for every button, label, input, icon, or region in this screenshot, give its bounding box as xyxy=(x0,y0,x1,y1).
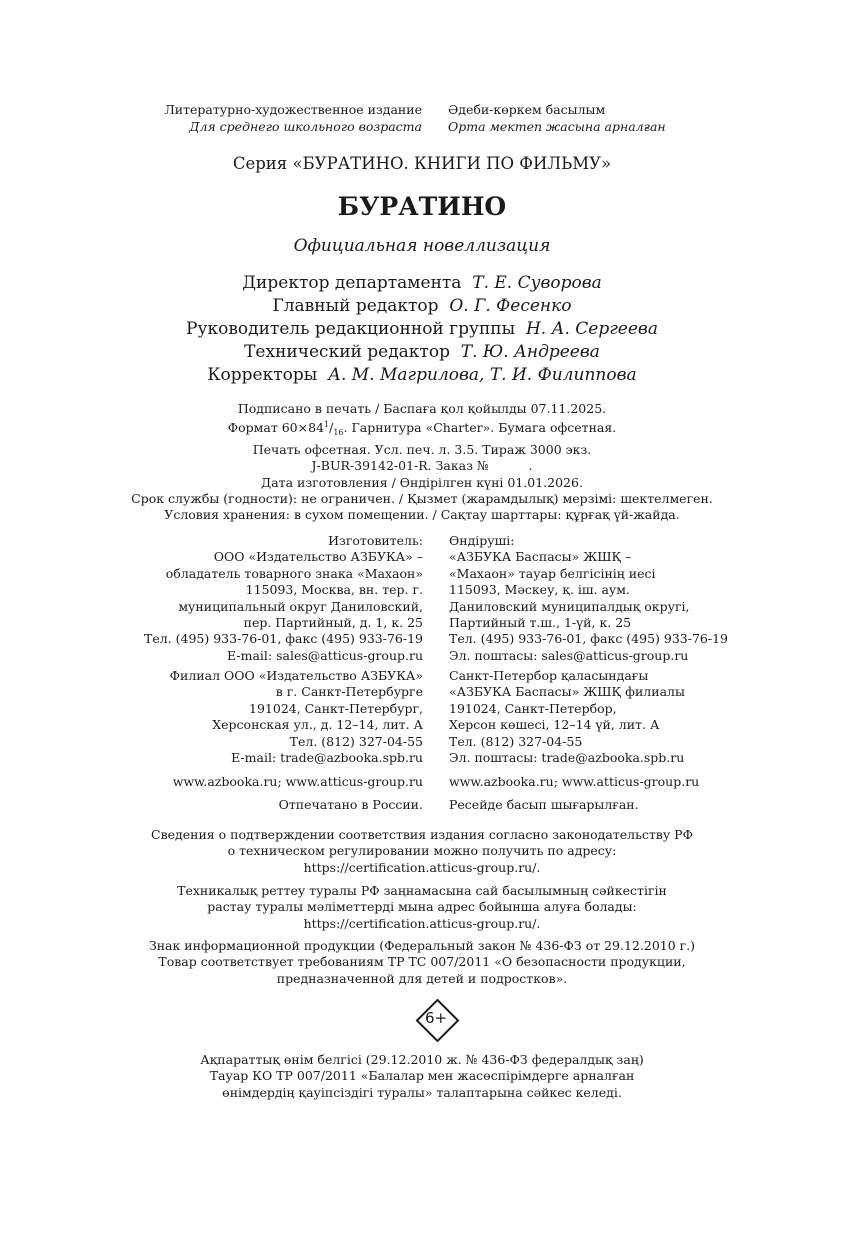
imprint-date: Дата изготовления / Өндірілген күні 01.01.2026. xyxy=(261,474,583,490)
certification-ru xyxy=(0,827,844,876)
imprint-format xyxy=(0,417,844,441)
imprint-print: Печать офсетная. Усл. печ. л. 3.5. Тираж 3000 экз. xyxy=(252,441,592,457)
credit-role: Корректоры xyxy=(207,365,318,385)
branch-kz-line: 191024, Санкт-Петербор, xyxy=(449,700,617,716)
info-product-kz xyxy=(0,1052,844,1101)
manufacturer-kz-line: Өндіруші: xyxy=(449,533,515,548)
manufacturer-ru-line: Тел. (495) 933-76-01, факс (495) 933-76-19 xyxy=(144,631,423,647)
credit-role: Главный редактор xyxy=(272,296,439,316)
credit-name: Т. Ю. Андреева xyxy=(460,342,600,362)
format-slash: / xyxy=(329,420,334,436)
manufacturer-kz-line: Тел. (495) 933-76-01, факс (495) 933-76-19 xyxy=(449,631,728,647)
certification-kz-line: https://certification.atticus-group.ru/. xyxy=(303,915,541,931)
branch-kz xyxy=(449,668,839,766)
credit-name: Т. Е. Суворова xyxy=(472,273,602,293)
genre-ru-line1: Литературно-художественное издание xyxy=(164,102,422,117)
branch-ru-line: Тел. (812) 327-04-55 xyxy=(289,733,423,749)
format-sup: 1 xyxy=(324,420,330,430)
credit-name: Н. А. Сергеева xyxy=(525,319,658,339)
certification-kz-line: Техникалық реттеу туралы РФ заңнамасына сай басылымның сәйкестігін xyxy=(177,883,667,898)
genre-kz xyxy=(448,101,828,135)
imprint-block xyxy=(0,401,844,524)
manufacturer-ru-line: обладатель товарного знака «Махаон» xyxy=(165,565,423,581)
manufacturer-ru xyxy=(23,533,423,664)
credit-name: А. М. Магрилова, Т. И. Филиппова xyxy=(328,365,637,385)
format-rest: . Гарнитура «Charter». Бумага офсетная. xyxy=(343,420,617,436)
certification-ru-line: Сведения о подтверждении соответствия издания согласно законодательству РФ xyxy=(151,827,693,842)
manufacturer-kz-line: 115093, Мәскеу, қ. іш. аум. xyxy=(449,582,630,598)
manufacturer-kz-line: Партийный т.ш., 1-үй, к. 25 xyxy=(449,615,632,631)
manufacturer-ru-line: пер. Партийный, д. 1, к. 25 xyxy=(243,615,423,631)
printed-kz: Ресейде басып шығарылған. xyxy=(449,797,639,812)
manufacturer-kz-line: Эл. поштасы: sales@atticus-group.ru xyxy=(449,647,689,663)
websites-kz: www.azbooka.ru; www.atticus-group.ru xyxy=(449,774,700,789)
credit-role: Директор департамента xyxy=(242,273,462,293)
info-kz-line: өнімдердің қауіпсіздігі туралы» талаптарына сәйкес келеді. xyxy=(222,1084,622,1100)
credits-block xyxy=(0,272,844,387)
manufacturer-ru-line: ООО «Издательство АЗБУКА» – xyxy=(213,549,423,565)
imprint-order: J-BUR-39142-01-R. Заказ № . xyxy=(311,458,533,474)
credit-line xyxy=(0,341,844,364)
imprint-signed: Подписано в печать / Баспаға қол қойылды 07.11.2025. xyxy=(237,401,607,416)
branch-ru-line: Херсонская ул., д. 12–14, лит. А xyxy=(212,717,423,733)
info-product-ru xyxy=(0,938,844,987)
series-line: Серия «БУРАТИНО. КНИГИ ПО ФИЛЬМУ» xyxy=(232,154,612,173)
genre-kz-line2: Орта мектеп жасына арналған xyxy=(448,119,666,134)
manufacturer-kz-line: «АЗБУКА Баспасы» ЖШҚ – xyxy=(449,549,632,565)
websites-ru: www.azbooka.ru; www.atticus-group.ru xyxy=(172,774,423,789)
branch-ru-line: 191024, Санкт-Петербург, xyxy=(249,700,423,716)
certification-kz xyxy=(0,883,844,932)
manufacturer-ru-line: 115093, Москва, вн. тер. г. xyxy=(245,582,423,598)
book-subtitle: Официальная новеллизация xyxy=(293,236,551,256)
certification-kz-line: растау туралы мәліметтерді мына адрес бойынша алуға болады: xyxy=(207,899,637,915)
age-rating-text: 6+ xyxy=(424,1009,448,1027)
credit-line xyxy=(0,364,844,387)
imprint-storage: Условия хранения: в сухом помещении. / Сақтау шарттары: құрғақ үй-жайда. xyxy=(164,507,680,523)
branch-ru-line: E-mail: trade@azbooka.spb.ru xyxy=(231,750,423,766)
format-sub: 16 xyxy=(333,428,344,438)
branch-kz-line: Эл. поштасы: trade@azbooka.spb.ru xyxy=(449,750,685,766)
info-kz-line: Ақпараттық өнім белгісі (29.12.2010 ж. № 436-ФЗ федералдық заң) xyxy=(200,1052,644,1067)
certification-ru-line: о техническом регулировании можно получить по адресу: xyxy=(227,843,617,859)
info-ru-line: предназначенной для детей и подростков». xyxy=(276,970,568,986)
info-ru-line: Знак информационной продукции (Федеральный закон № 436-ФЗ от 29.12.2010 г.) xyxy=(148,938,696,953)
branch-ru xyxy=(23,668,423,766)
manufacturer-ru-line: муниципальный округ Даниловский, xyxy=(178,598,423,614)
manufacturer-kz-line: Даниловский муниципалдық округі, xyxy=(449,598,690,614)
info-ru-line: Товар соответствует требованиям ТР ТС 007/2011 «О безопасности продукции, xyxy=(158,954,686,970)
genre-kz-line1: Әдеби-көркем басылым xyxy=(448,102,606,117)
branch-ru-line: Филиал ООО «Издательство АЗБУКА» xyxy=(169,668,423,683)
branch-kz-line: Санкт-Петербор қаласындағы xyxy=(449,668,649,683)
imprint-shelf: Срок службы (годности): не ограничен. / Қызмет (жарамдылық) мерзімі: шектелмеген. xyxy=(131,491,713,507)
credit-line xyxy=(0,295,844,318)
age-rating-badge xyxy=(416,999,456,1039)
book-title: БУРАТИНО xyxy=(337,192,507,221)
branch-ru-line: в г. Санкт-Петербурге xyxy=(275,684,423,700)
format-text: Формат 60×84 xyxy=(227,420,325,436)
manufacturer-ru-line: Изготовитель: xyxy=(328,533,423,548)
credit-role: Руководитель редакционной группы xyxy=(186,319,516,339)
manufacturer-ru-line: E-mail: sales@atticus-group.ru xyxy=(227,647,423,663)
manufacturer-kz-line: «Махаон» тауар белгісінің иесі xyxy=(449,565,656,581)
manufacturer-kz xyxy=(449,533,839,664)
printed-ru: Отпечатано в России. xyxy=(278,797,423,812)
certification-ru-line: https://certification.atticus-group.ru/. xyxy=(303,859,541,875)
credit-line xyxy=(0,318,844,341)
info-kz-line: Тауар КО ТР 007/2011 «Балалар мен жасөспірімдерге арналған xyxy=(209,1068,635,1084)
branch-kz-line: Тел. (812) 327-04-55 xyxy=(449,733,583,749)
genre-ru xyxy=(42,101,422,135)
credit-role: Технический редактор xyxy=(244,342,450,362)
branch-kz-line: «АЗБУКА Баспасы» ЖШҚ филиалы xyxy=(449,684,685,700)
credit-line xyxy=(0,272,844,295)
branch-kz-line: Херсон көшесі, 12–14 үй, лит. А xyxy=(449,717,660,733)
genre-ru-line2: Для среднего школьного возраста xyxy=(189,119,422,134)
credit-name: О. Г. Фесенко xyxy=(449,296,572,316)
